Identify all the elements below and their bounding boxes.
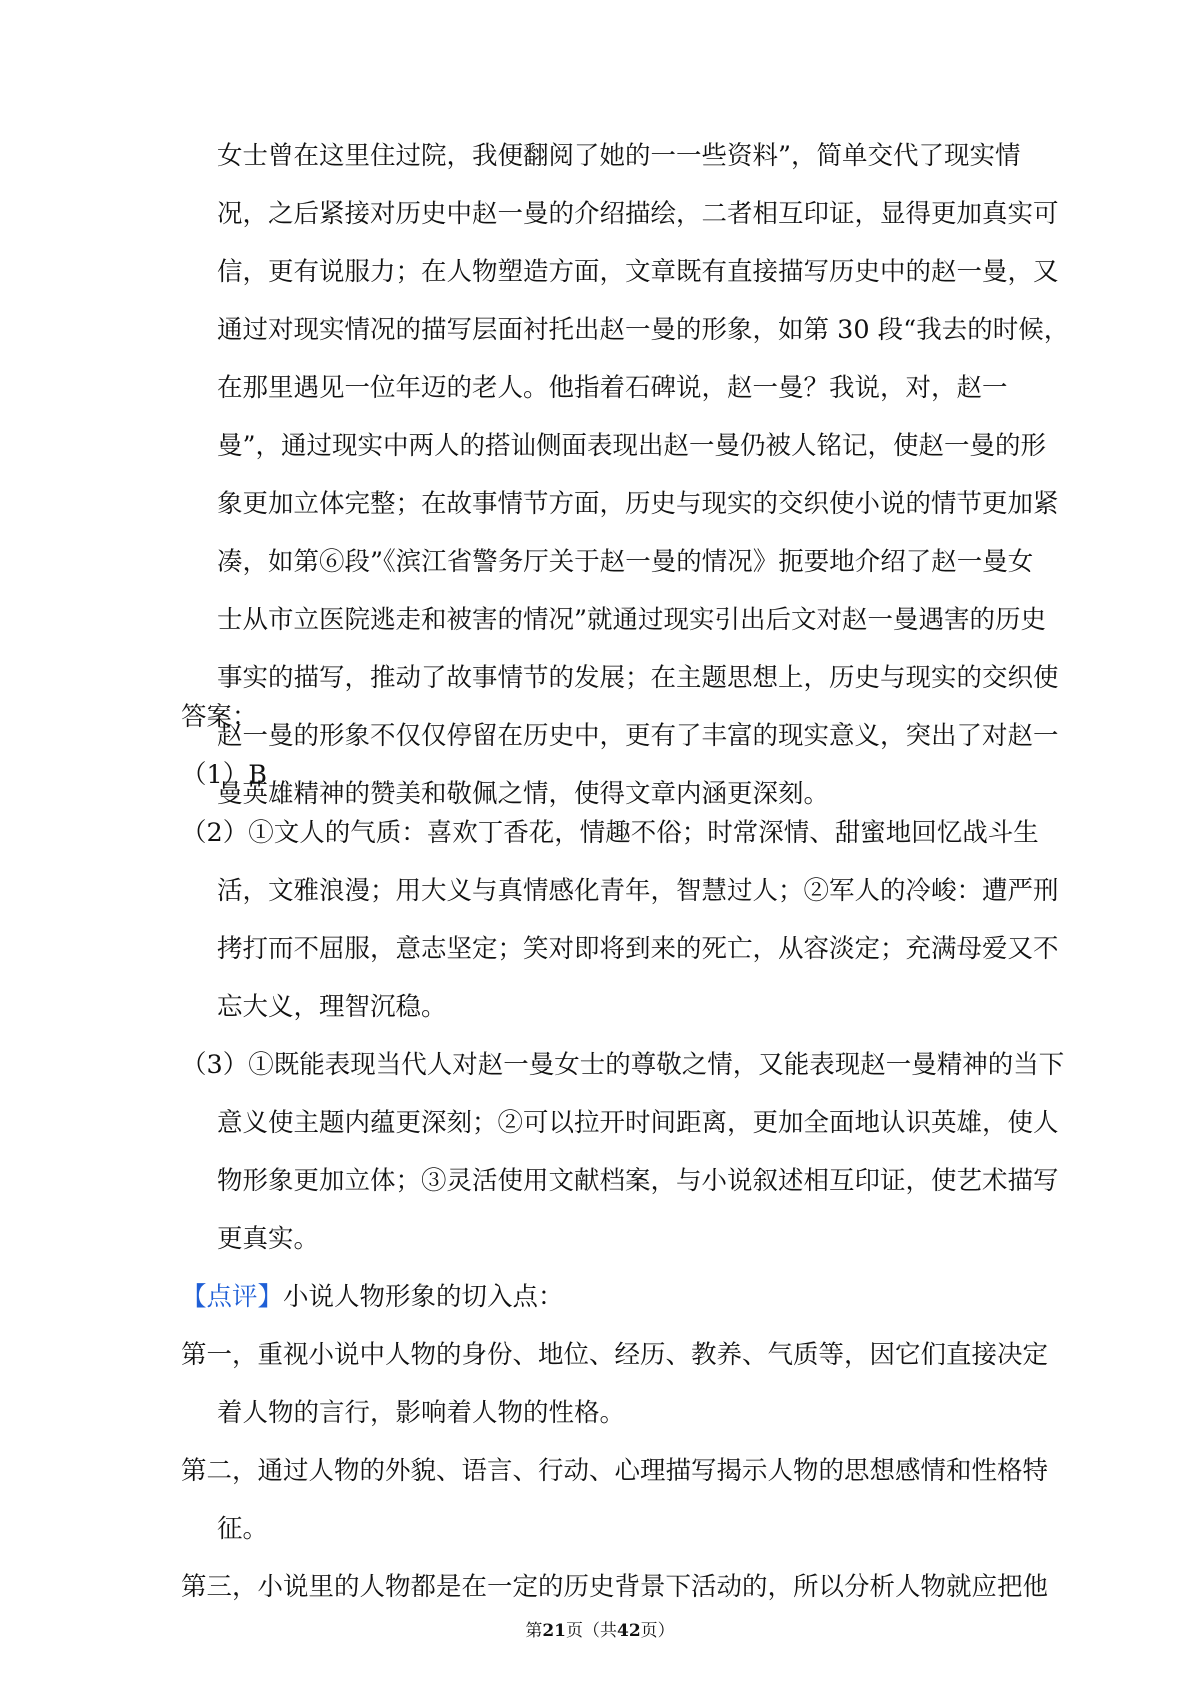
answer-q3-line: 意义使主题内蕴更深刻；②可以拉开时间距离，更加全面地认识英雄，使人 [217, 1108, 1059, 1138]
answer-section [181, 688, 1065, 1616]
comment-p2-line: 征。 [217, 1514, 269, 1544]
analysis-line: 曼英雄精神的赞美和敬佩之情，使得文章内涵更深刻。 [217, 779, 830, 809]
analysis-line: 信，更有说服力；在人物塑造方面，文章既有直接描写历史中的赵一曼，又 [217, 257, 1059, 287]
comment-p3-line: 第三，小说里的人物都是在一定的历史背景下活动的，所以分析人物就应把他 [181, 1572, 1049, 1602]
answer-q3-line: 更真实。 [217, 1224, 320, 1254]
comment-intro-line [181, 1268, 1031, 1326]
answer-q3-line: （3）①既能表现当代人对赵一曼女士的尊敬之情，又能表现赵一曼精神的当下 [181, 1050, 1065, 1080]
analysis-line: 女士曾在这里住过院，我便翻阅了她的一一些资料”，简单交代了现实情 [217, 141, 1021, 171]
comment-p1-line: 第一，重视小说中人物的身份、地位、经历、教养、气质等，因它们直接决定 [181, 1340, 1049, 1370]
analysis-line: 事实的描写，推动了故事情节的发展；在主题思想上，历史与现实的交织使 [217, 663, 1059, 693]
page-footer [0, 1616, 1200, 1641]
footer-total-pages: 42 [617, 1621, 641, 1641]
answer-q2-line: （2）①文人的气质：喜欢丁香花，情趣不俗；时常深情、甜蜜地回忆战斗生 [181, 818, 1039, 848]
answer-q3-line: 物形象更加立体；③灵活使用文献档案，与小说叙述相互印证，使艺术描写 [217, 1166, 1059, 1196]
answer-heading: 答案： [181, 702, 258, 732]
footer-page-number: 21 [542, 1621, 566, 1641]
answer-q1: （1）B [181, 760, 267, 790]
analysis-line: 在那里遇见一位年迈的老人。他指着石碑说，赵一曼？我说，对，赵一 [217, 373, 1008, 403]
comment-tag: 【点评】 [181, 1282, 284, 1312]
answer-q2-line: 活，文雅浪漫；用大义与真情感化青年，智慧过人；②军人的冷峻：遭严刑 [217, 876, 1059, 906]
comment-p2-line: 第二，通过人物的外貌、语言、行动、心理描写揭示人物的思想感情和性格特 [181, 1456, 1049, 1486]
analysis-line: 士从市立医院逃走和被害的情况”就通过现实引出后文对赵一曼遇害的历史 [217, 605, 1047, 635]
footer-middle: 页（共 [566, 1621, 617, 1641]
comment-p1-line: 着人物的言行，影响着人物的性格。 [217, 1398, 626, 1428]
analysis-line: 象更加立体完整；在故事情节方面，历史与现实的交织使小说的情节更加紧 [217, 489, 1059, 519]
analysis-line: 通过对现实情况的描写层面衬托出赵一曼的形象，如第 30 段“我去的时候， [217, 315, 1070, 345]
analysis-line: 凑，如第⑥段”《滨江省警务厅关于赵一曼的情况》扼要地介绍了赵一曼女 [217, 547, 1034, 577]
analysis-line: 况，之后紧接对历史中赵一曼的介绍描绘，二者相互印证，显得更加真实可 [217, 199, 1059, 229]
comment-intro: 小说人物形象的切入点： [283, 1282, 564, 1312]
footer-prefix: 第 [525, 1621, 543, 1641]
footer-suffix: 页） [640, 1621, 675, 1641]
answer-q2-line: 拷打而不屈服，意志坚定；笑对即将到来的死亡，从容淡定；充满母爱又不 [217, 934, 1059, 964]
answer-q2-line: 忘大义，理智沉稳。 [217, 992, 447, 1022]
analysis-line: 曼”，通过现实中两人的搭讪侧面表现出赵一曼仍被人铭记，使赵一曼的形 [217, 431, 1047, 461]
analysis-line: 赵一曼的形象不仅仅停留在历史中，更有了丰富的现实意义，突出了对赵一 [217, 721, 1059, 751]
